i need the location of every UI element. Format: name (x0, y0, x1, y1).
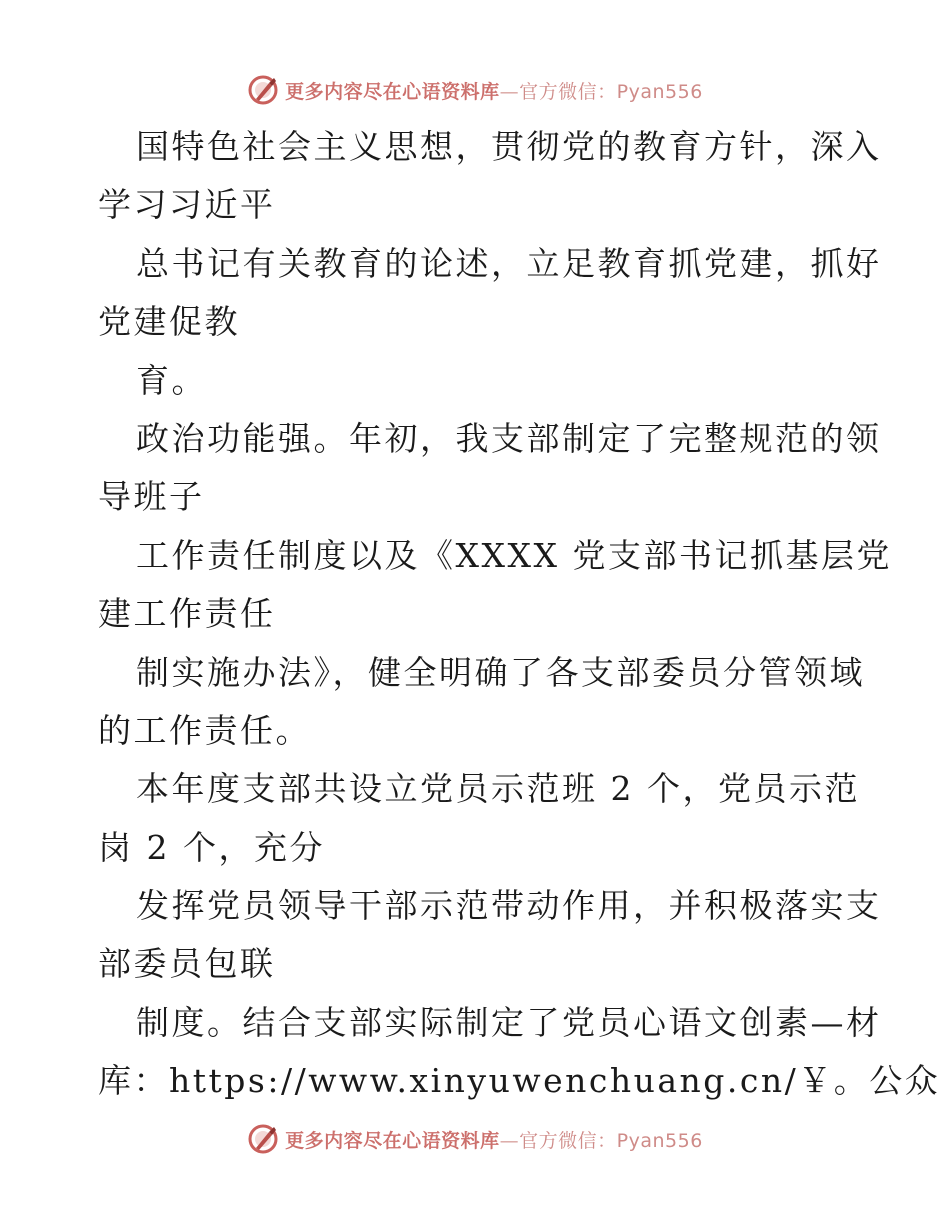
text-line: 工作责任制度以及《XXXX 党支部书记抓基层党 (136, 535, 892, 575)
watermark-brand: 更多内容尽在心语资料库 (285, 80, 500, 103)
text-line: 制度。结合支部实际制定了党员心语文创素—材 (136, 1002, 882, 1042)
pen-seal-icon (247, 1123, 279, 1155)
text-line: 发挥党员领导干部示范带动作用，并积极落实支 (136, 886, 882, 926)
text-line: 育。 (136, 360, 207, 400)
text-line: 国特色社会主义思想，贯彻党的教育方针，深入 (136, 127, 882, 166)
text-line: 的工作责任。 (98, 710, 311, 750)
text-line: 政治功能强。年初，我支部制定了完整规范的领 (136, 418, 882, 458)
watermark-brand: 更多内容尽在心语资料库 (285, 1129, 500, 1152)
watermark-contact: 官方微信：Pyan556 (519, 1129, 703, 1152)
watermark-dash: — (499, 80, 520, 103)
watermark-dash: — (499, 1129, 520, 1152)
text-line: 建工作责任 (98, 594, 276, 634)
pen-seal-icon (247, 74, 279, 106)
text-line: 学习习近平 (98, 185, 276, 225)
text-line: 党建促教 (98, 302, 240, 342)
text-line: 本年度支部共设立党员示范班 2 个，党员示范 (136, 769, 860, 809)
document-body (98, 118, 941, 1111)
text-line: 库：https://www.xinyuwenchuang.cn/￥。公众 (98, 1061, 941, 1101)
text-line: 总书记有关教育的论述，立足教育抓党建，抓好 (136, 243, 882, 283)
text-line: 导班子 (98, 477, 205, 517)
watermark-header (0, 70, 950, 110)
watermark-contact: 官方微信：Pyan556 (519, 80, 703, 103)
watermark-text (285, 77, 703, 104)
text-line: 岗 2 个，充分 (98, 827, 325, 867)
text-line: 部委员包联 (98, 944, 276, 984)
watermark-footer (0, 1119, 950, 1159)
watermark-text (285, 1126, 703, 1153)
text-line: 制实施办法》，健全明确了各支部委员分管领域 (136, 652, 865, 692)
